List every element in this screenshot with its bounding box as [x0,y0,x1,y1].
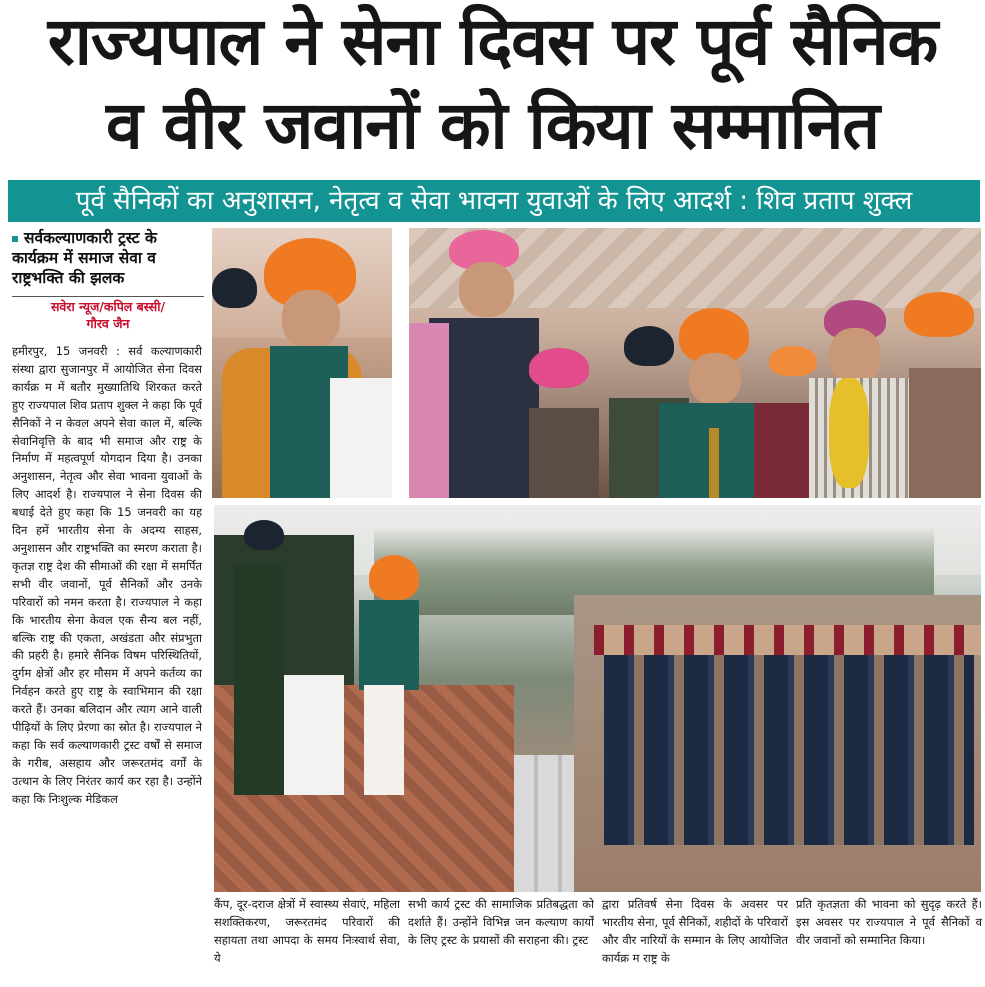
bullet-icon [12,236,18,242]
byline-line-2: गौरव जैन [86,316,130,331]
article-column-3: सभी कार्य ट्रस्ट की सामाजिक प्रतिबद्धता को दर्शाते हैं। उन्होंने विभिन्न जन कल्याण कार्यों के लिए ट्रस्ट के प्रयासों की सराहना की। ट्रस्ट [408,897,594,947]
subheadline-band: पूर्व सैनिकों का अनुशासन, नेतृत्व व सेवा भावना युवाओं के लिए आदर्श : शिव प्रताप शुक्ल [8,180,980,222]
article-column-4: द्वारा प्रतिवर्ष सेना दिवस के अवसर पर भारतीय सेना, पूर्व सैनिकों, शहीदों के परिवारों और वीर नारियों के सम्मान के लिए आयोजित कार्यक्र म राष्ट्र के [602,897,788,965]
article-column-2: कैंप, दूर-दराज क्षेत्रों में स्वास्थ्य सेवाएं, महिला सशक्तिकरण, जरूरतमंद परिवारों की सहायता तथा आपदा के समय निःस्वार्थ सेवा, ये [214,897,400,965]
side-heading [12,228,204,288]
photo-governor-speaking [212,228,392,498]
headline-line-1: राज्यपाल ने सेना दिवस पर पूर्व सैनिक [47,3,938,80]
article-column-5: प्रति कृतज्ञता की भावना को सुदृढ़ करते हैं। इस अवसर पर राज्यपाल ने पूर्व सैनिकों व वीर जवानों को सम्मानित किया। [796,897,982,947]
headline-line-2: व वीर जवानों को किया सम्मानित [105,87,880,164]
article-column-main: हमीरपुर, 15 जनवरी : सर्व कल्याणकारी संस्था द्वारा सुजानपुर में आयोजित सेना दिवस कार्यक्र म में बतौर मुख्यातिथि शिरकत करते हुए राज्यपाल शिव प्रताप शुक्ल ने कहा कि पूर्व सैनिकों ने न केवल अपने सेवा काल में, बल्कि सेवानिवृत्ति के बाद भी समाज और राष्ट्र के निर्माण में महत्वपूर्ण योगदान दिया है। उनका अनुशासन, नेतृत्व और सेवा भावना युवाओं के लिए आदर्श है। राज्यपाल ने सेना दिवस की बधाई देते हुए कहा कि 15 जनवरी का यह दिन हमें भारतीय सेना के अदम्य साहस, अनुशासन और राष्ट्रभक्ति का स्मरण कराता है। कृतज्ञ राष्ट्र देश की सीमाओं की रक्षा में समर्पित सभी वीर जवानों, पूर्व सैनिकों और उनके परिवारों को नमन करता है। राज्यपाल ने कहा कि भारतीय सेना केवल एक सैन्य बल नहीं, बल्कि राष्ट्र की एकता, अखंडता और संप्रभुता की प्रहरी है। हमारे सैनिक विषम परिस्थितियों, दुर्गम क्षेत्रों और हर मौसम में अपने कर्तव्य का निर्वहन करते हुए राष्ट्र के स्वाभिमान की रक्षा करते हैं। उनका बलिदान और त्याग आने वाली पीढ़ियों के लिए प्रेरणा का स्रोत है। राज्यपाल ने कहा कि सर्व कल्याणकारी ट्रस्ट वर्षों से समाज के गरीब, असहाय और जरूरतमंद वर्गों के उत्थान के लिए निरंतर कार्य कर रहा है। उन्होंने कहा कि निःशुल्क मेडिकल [12,344,202,806]
divider [12,296,204,297]
side-heading-text: सर्वकल्याणकारी ट्रस्ट के कार्यक्रम में समाज सेवा व राष्ट्रभक्ति की झलक [12,229,157,287]
headline [0,0,985,176]
byline-line-1: सवेरा न्यूज/कपिल बस्सी/ [50,299,166,314]
byline [12,298,204,332]
photo-lamp-lighting [409,228,981,498]
photo-parade-salute [214,505,981,892]
